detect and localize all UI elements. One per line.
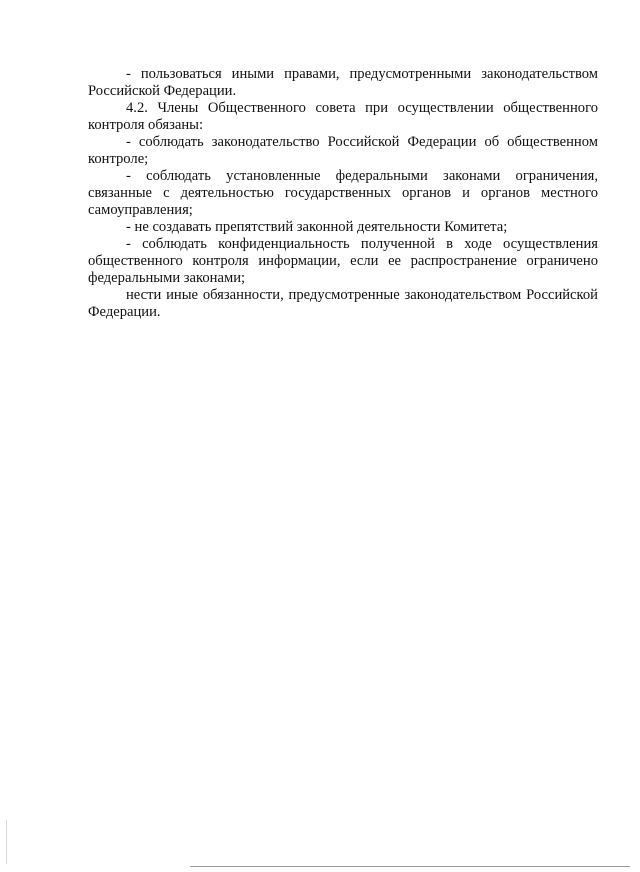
document-body — [88, 66, 598, 321]
paragraph-section-4-2: 4.2. Члены Общественного совета при осуществлении общественного контроля обязаны: — [88, 100, 598, 133]
paragraph-other-duties: нести иные обязанности, предусмотренные законодательством Российской Федерации. — [88, 287, 598, 320]
page-bottom-rule — [190, 866, 630, 867]
scan-edge-mark — [6, 820, 7, 864]
paragraph-obey-legislation: - соблюдать законодательство Российской Федерации об общественном контроле; — [88, 134, 598, 167]
paragraph-observe-restrictions: - соблюдать установленные федеральными законами ограничения, связанные с деятельностью государственных органов и органов местного самоуправления; — [88, 168, 598, 218]
paragraph-no-obstruction: - не создавать препятствий законной деятельности Комитета; — [126, 219, 508, 235]
paragraph-other-rights: - пользоваться иными правами, предусмотренными законодательством Российской Федерации. — [88, 66, 598, 99]
paragraph-confidentiality: - соблюдать конфиденциальность полученной в ходе осуществления общественного контроля информации, если ее распространение ограничено федеральными законами; — [88, 236, 598, 286]
